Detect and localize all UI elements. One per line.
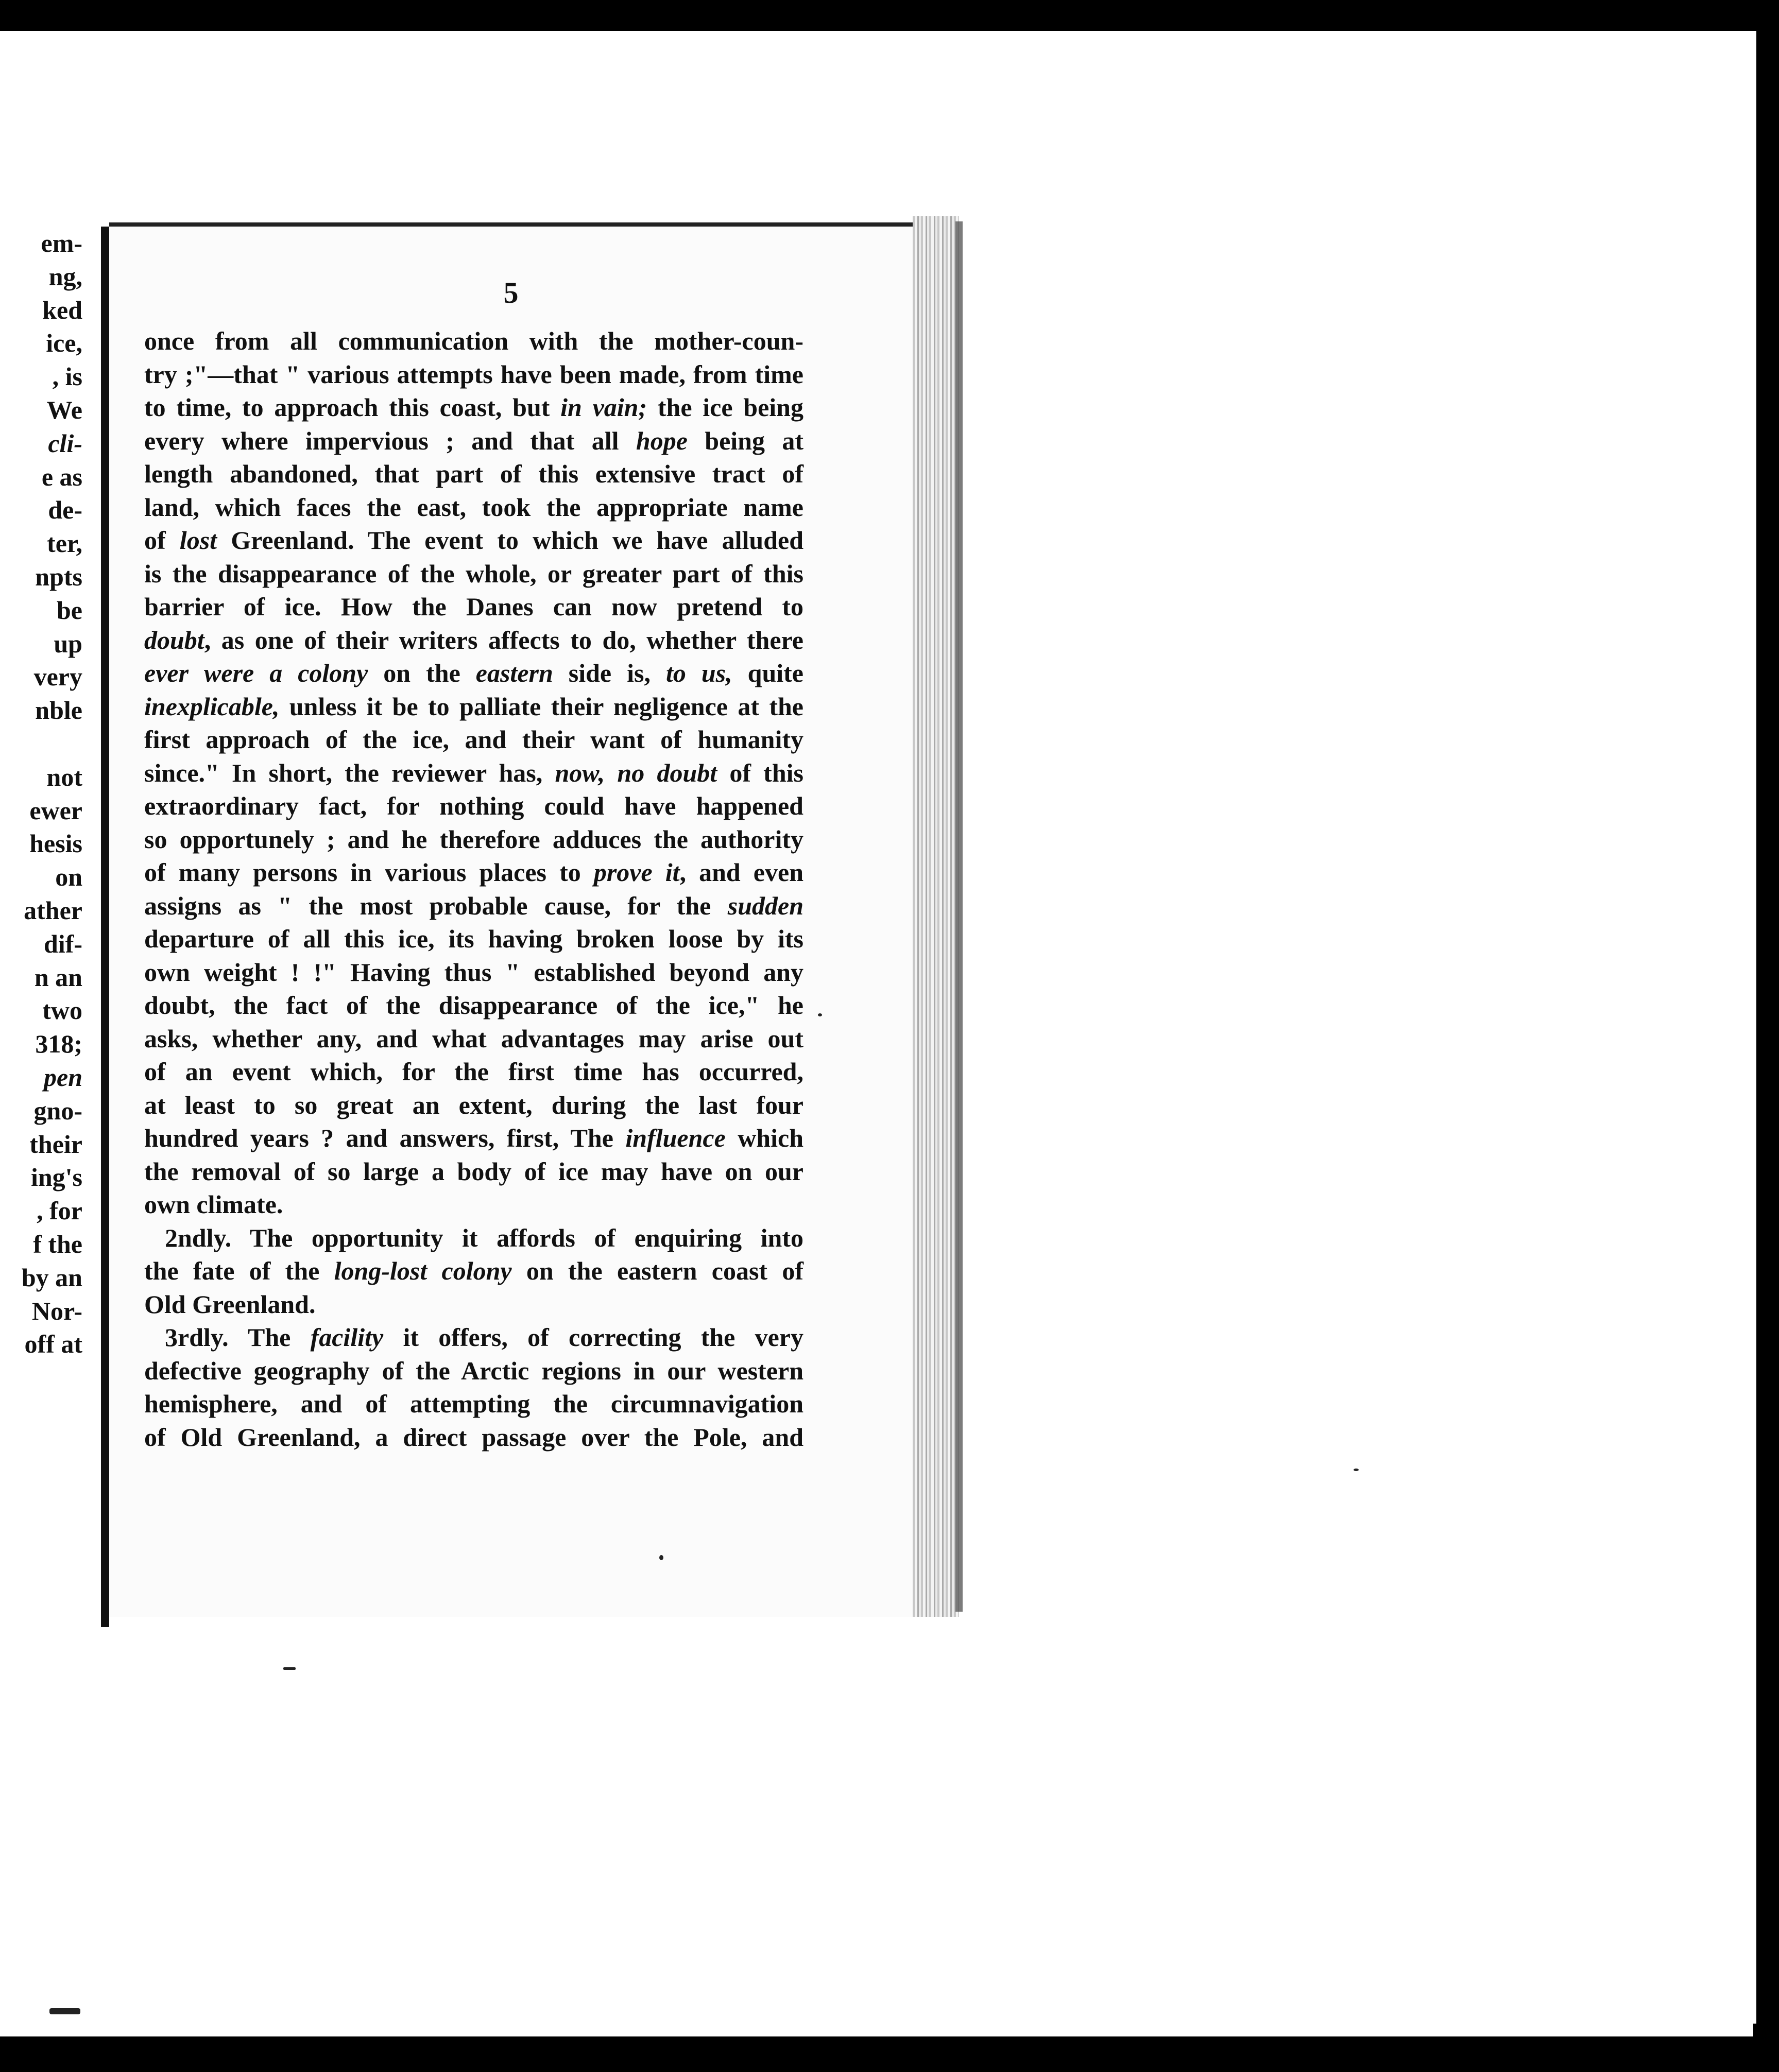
text-line: barrier of ice. How the Danes can now pretend to [144,592,803,621]
text-line: of many persons in various places to prove it, and even [144,858,803,887]
text-line: every where impervious ; and that all hope being at [144,426,804,455]
scan-border-top [0,0,1779,31]
text-line: 3rdly. The facility it offers, of correcting the very [165,1323,803,1352]
text-line: of lost Greenland. The event to which we have alluded [144,526,803,555]
book-page [109,222,913,1617]
text-line: land, which faces the east, took the appropriate name [144,492,803,522]
text-line: at least to so great an extent, during the last four [144,1090,803,1119]
left-fragment-line: ice, [46,329,82,358]
scan-border-bottom [0,2036,1779,2072]
left-fragment-line: off at [24,1329,82,1359]
left-fragment-line: hesis [29,829,82,858]
left-fragment-line: nble [35,696,82,725]
scan-border-right-inner [1753,31,1756,2024]
text-line: hundred years ? and answers, first, The influence which [144,1124,803,1152]
left-fragment-line: We [46,395,82,424]
page-edge-shadow [955,221,963,1612]
left-fragment-line: ewer [29,796,82,825]
page-edge-stack [913,216,959,1617]
left-fragment-line: de- [48,495,82,525]
text-line: since." In short, the reviewer has, now, no doubt of this [144,758,803,787]
text-line: own weight ! !" Having thus " established beyond any [144,957,803,987]
left-fragment-line: two [42,996,82,1025]
scan-border-band [0,2024,1779,2038]
left-fragment-line: f the [33,1230,82,1258]
left-fragment-line: on [55,862,82,892]
scan-speck [283,1667,296,1670]
text-line: the fate of the long-lost colony on the eastern coast of [144,1256,804,1285]
left-page-fragment [0,227,82,1627]
book-gutter [101,227,109,1627]
text-line: of Old Greenland, a direct passage over the Pole, and [144,1422,803,1452]
left-fragment-line: dif- [44,929,82,958]
text-line: 2ndly. The opportunity it affords of enquiring into [165,1223,803,1252]
text-line: try ;"—that " various attempts have been made, from time [144,359,803,389]
scan-border-right [1753,0,1779,2072]
left-fragment-line: very [33,662,82,692]
text-line: own climate. [144,1190,283,1219]
text-line: is the disappearance of the whole, or greater part of this [144,559,803,588]
left-fragment-line: ng, [48,262,82,291]
text-line: doubt, the fact of the disappearance of the ice," he [144,991,803,1020]
text-line: departure of all this ice, its having broken loose by its [144,924,803,953]
left-fragment-line: by an [21,1263,82,1292]
text-line: defective geography of the Arctic regions in our western [144,1356,803,1385]
text-line: to time, to approach this coast, but in vain; the ice being [144,393,803,422]
scan-speck [818,1013,822,1016]
left-fragment-line: em- [41,229,82,257]
left-fragment-line: ather [24,896,82,925]
left-fragment-line: npts [35,562,82,591]
text-line: Old Greenland. [144,1289,316,1319]
left-fragment-line: n an [34,962,82,992]
left-fragment-line: gno- [33,1096,82,1125]
text-line: of an event which, for the first time has occurred, [144,1057,803,1086]
page-text [144,324,803,1454]
text-line: asks, whether any, and what advantages may arise out [144,1024,803,1053]
text-line: ever were a colony on the eastern side is, to us, quite [144,659,803,687]
text-line: length abandoned, that part of this extensive tract of [144,459,803,488]
left-fragment-line: , for [37,1196,82,1225]
left-fragment-line: be [57,595,82,625]
left-fragment-line: up [54,629,82,658]
left-fragment-line: ing's [30,1163,82,1192]
left-fragment-line: e as [41,462,82,491]
left-fragment-line: ter, [47,529,82,558]
text-line: once from all communication with the mother-coun- [144,326,803,355]
left-fragment-line: , is [52,362,82,391]
left-fragment-line: Nor- [31,1296,82,1325]
scan-speck [659,1555,663,1560]
left-fragment-line: their [29,1129,82,1159]
text-line: extraordinary fact, for nothing could have happened [144,791,803,820]
text-line: doubt, as one of their writers affects to do, whether there [144,625,803,654]
page-number: 5 [503,276,519,309]
left-fragment-line: 318; [35,1029,82,1059]
scan-speck [1354,1469,1359,1471]
left-fragment-line: ked [42,295,82,324]
left-fragment-line: cli- [48,428,82,458]
scan-speck [49,2008,80,2014]
text-line: so opportunely ; and he therefore adduces the authority [144,824,803,854]
text-line: the removal of so large a body of ice may have on our [144,1156,803,1186]
text-line: assigns as " the most probable cause, for the sudden [144,891,803,920]
left-fragment-line: not [46,762,82,791]
text-line: hemisphere, and of attempting the circumnavigation [144,1389,803,1418]
text-line: first approach of the ice, and their want of humanity [144,725,803,754]
left-fragment-line: pen [44,1063,82,1092]
text-line: inexplicable, unless it be to palliate their negligence at the [144,692,803,721]
